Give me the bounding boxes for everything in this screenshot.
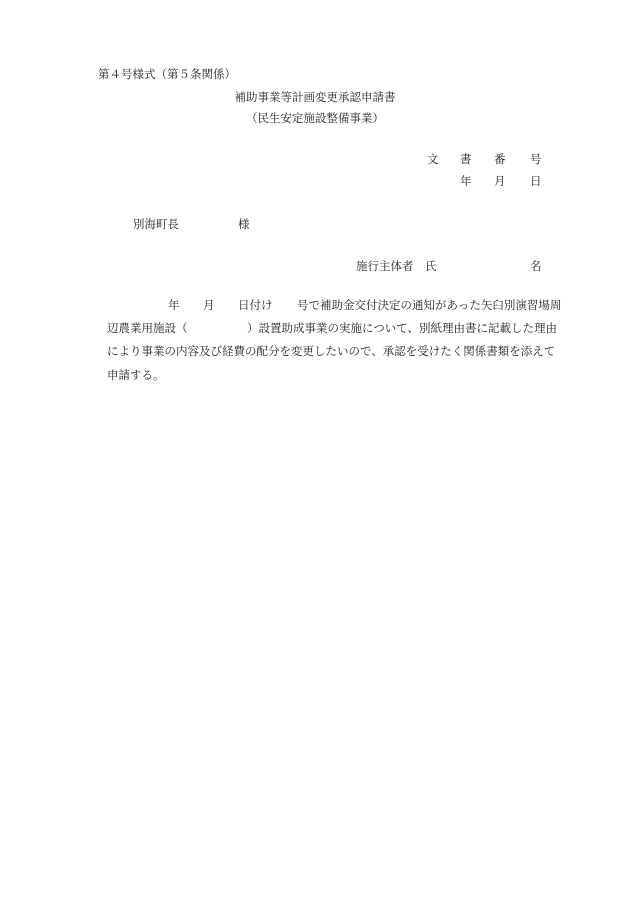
addressee-honorific: 様	[238, 217, 250, 231]
body-line-1: 号で補助金交付決定の通知があった矢臼別演習場周	[297, 298, 562, 312]
date-month: 月	[494, 174, 506, 188]
body-line-2: ）設置助成事業の実施について、別紙理由書に記載した理由	[247, 321, 558, 335]
addressee-name: 別海町長	[133, 217, 179, 231]
document-number-bun: 文	[427, 152, 439, 166]
document-title: 補助事業等計画変更承認申請書	[234, 90, 396, 104]
body-line-4: 申請する。	[107, 368, 165, 382]
applicant-given-name-label: 名	[530, 259, 542, 273]
applicant-label: 施行主体者	[356, 259, 414, 273]
body-line-2-start: 辺農業用施設（	[107, 321, 188, 335]
body-year: 年	[168, 298, 180, 312]
document-number-go: 号	[530, 152, 542, 166]
document-number-ban: 番	[494, 152, 506, 166]
form-number: 第４号様式（第５条関係）	[98, 67, 236, 81]
body-line-3: により事業の内容及び経費の配分を変更したいので、承認を受けたく関係書類を添えて	[107, 344, 556, 358]
document-number-sho: 書	[460, 152, 472, 166]
body-month: 月	[203, 298, 215, 312]
applicant-surname-label: 氏	[425, 259, 437, 273]
date-day: 日	[530, 174, 542, 188]
date-year: 年	[460, 174, 472, 188]
body-date-suffix: 日付け	[238, 298, 273, 312]
document-subtitle: （民生安定施設整備事業）	[246, 111, 384, 125]
